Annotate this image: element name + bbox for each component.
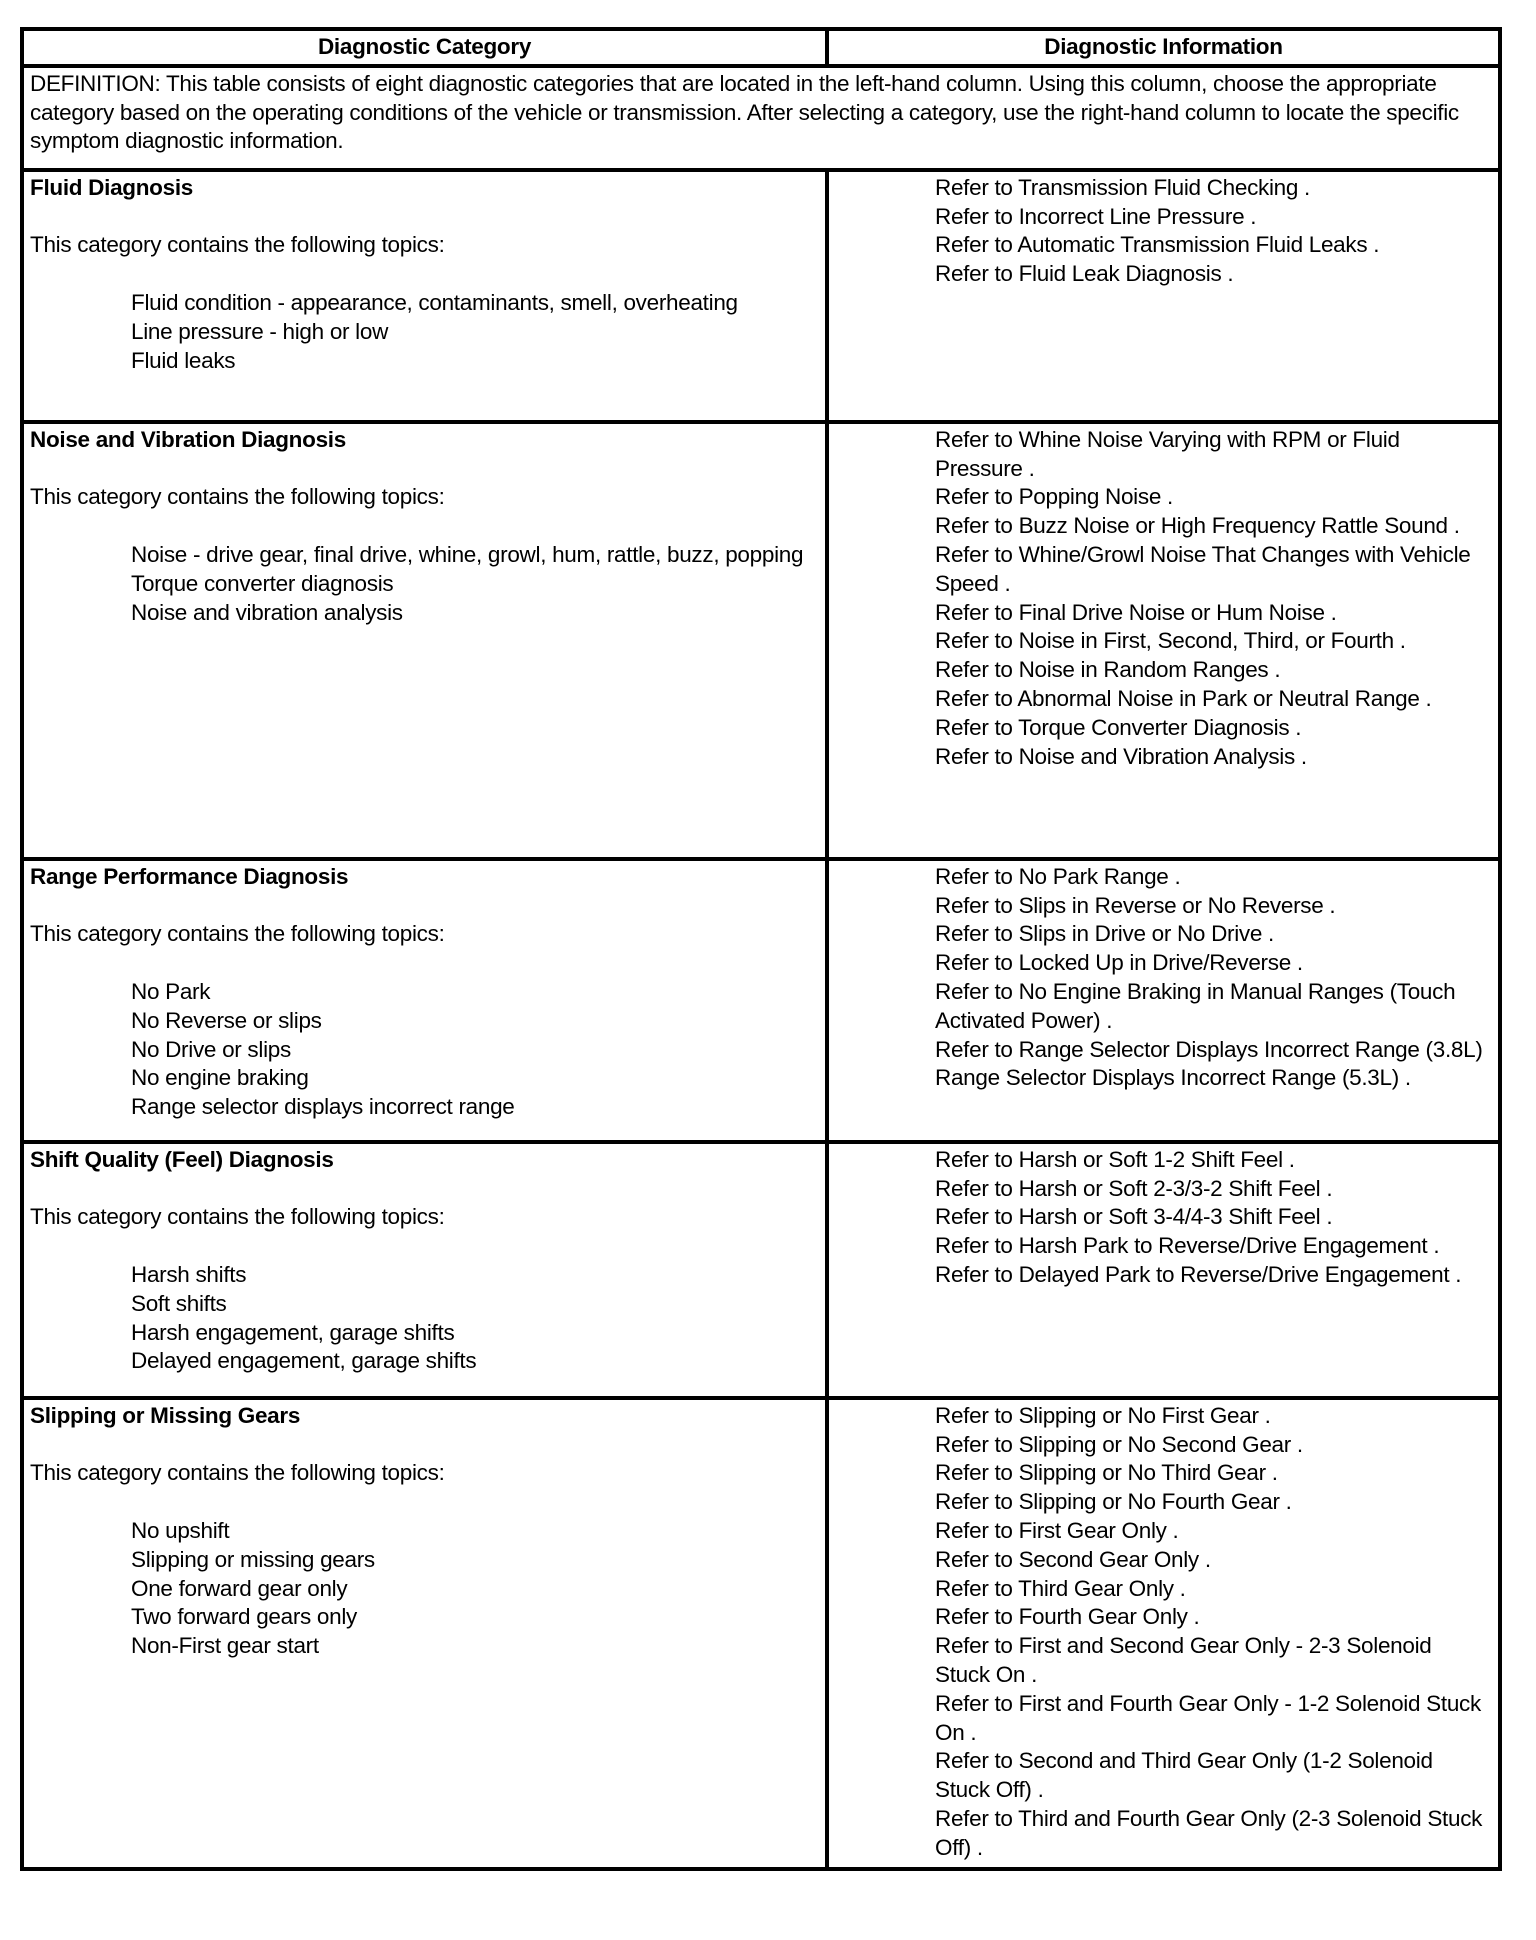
reference-link[interactable]: Refer to Buzz Noise or High Frequency Rattle Sound . (935, 513, 1460, 539)
reference-list (835, 426, 1492, 772)
reference-link[interactable]: Refer to Transmission Fluid Checking . (935, 174, 1311, 200)
reference-link[interactable]: Refer to Whine/Growl Noise That Changes with Vehicle Speed . (935, 541, 1471, 596)
reference-link[interactable]: Refer to Slipping or No Third Gear . (935, 1460, 1278, 1486)
reference-link[interactable]: Refer to Harsh Park to Reverse/Drive Engagement . (935, 1233, 1440, 1259)
category-title: Range Performance Diagnosis (30, 863, 349, 889)
reference-link[interactable]: Refer to Final Drive Noise or Hum Noise . (935, 599, 1337, 625)
reference-link[interactable]: Refer to No Engine Braking in Manual Ranges (Touch Activated Power) . (935, 978, 1456, 1033)
reference-link[interactable]: Refer to Harsh or Soft 1-2 Shift Feel . (935, 1146, 1295, 1172)
topic-item: Non-First gear start (131, 1633, 319, 1659)
topic-item: Range selector displays incorrect range (131, 1094, 515, 1120)
header-row (22, 29, 1500, 66)
reference-link[interactable]: Refer to Second and Third Gear Only (1-2 Solenoid Stuck Off) . (935, 1748, 1433, 1803)
topic-item: Line pressure - high or low (131, 318, 389, 344)
reference-link[interactable]: Refer to Harsh or Soft 3-4/4-3 Shift Feel . (935, 1204, 1333, 1230)
reference-link[interactable]: Refer to Slips in Reverse or No Reverse . (935, 892, 1336, 918)
topic-item: No engine braking (131, 1065, 309, 1091)
reference-link[interactable]: Refer to Abnormal Noise in Park or Neutral Range . (935, 685, 1432, 711)
topic-item: Harsh engagement, garage shifts (131, 1319, 455, 1345)
reference-link[interactable]: Refer to Noise in First, Second, Third, or Fourth . (935, 628, 1406, 654)
category-intro: This category contains the following topics: (30, 484, 445, 510)
header-diagnostic-information: Diagnostic Information (827, 29, 1500, 66)
definition-text: DEFINITION: This table consists of eight diagnostic categories that are located in the left-hand column. Using this column, choose the appropriate category based on the operating conditions of the vehicle or transmission. After selecting a category, use the right-hand column to locate the specific symptom diagnostic information. (22, 66, 1500, 170)
category-row (22, 859, 1500, 1142)
reference-link[interactable]: Refer to Slips in Drive or No Drive . (935, 921, 1275, 947)
topic-list (30, 1261, 819, 1376)
reference-link[interactable]: Refer to Automatic Transmission Fluid Leaks . (935, 232, 1380, 258)
reference-link[interactable]: Refer to No Park Range . (935, 863, 1181, 889)
topic-item: Two forward gears only (131, 1604, 358, 1630)
category-intro: This category contains the following topics: (30, 1460, 445, 1486)
reference-link[interactable]: Refer to Fluid Leak Diagnosis . (935, 261, 1234, 287)
category-intro: This category contains the following topics: (30, 921, 445, 947)
category-intro: This category contains the following topics: (30, 232, 445, 258)
category-cell (22, 859, 827, 1142)
category-row (22, 170, 1500, 422)
information-cell (827, 1398, 1500, 1869)
reference-link[interactable]: Refer to Fourth Gear Only . (935, 1604, 1200, 1630)
reference-link[interactable]: Refer to Third and Fourth Gear Only (2-3 Solenoid Stuck Off) . (935, 1805, 1483, 1860)
reference-link[interactable]: Refer to Noise in Random Ranges . (935, 657, 1281, 683)
category-intro: This category contains the following topics: (30, 1204, 445, 1230)
diagnostic-table (20, 27, 1502, 1871)
topic-item: Fluid leaks (131, 347, 236, 373)
reference-list (835, 863, 1492, 1093)
topic-item: Delayed engagement, garage shifts (131, 1348, 477, 1374)
category-row (22, 422, 1500, 859)
reference-link[interactable]: Refer to Incorrect Line Pressure . (935, 203, 1257, 229)
category-title: Noise and Vibration Diagnosis (30, 426, 346, 452)
reference-link[interactable]: Refer to Slipping or No First Gear . (935, 1402, 1271, 1428)
reference-link[interactable]: Refer to Slipping or No Fourth Gear . (935, 1489, 1292, 1515)
topic-item: No Reverse or slips (131, 1007, 322, 1033)
topic-item: Noise and vibration analysis (131, 599, 403, 625)
topic-item: Torque converter diagnosis (131, 570, 394, 596)
topic-item: Noise - drive gear, final drive, whine, growl, hum, rattle, buzz, popping (131, 541, 804, 567)
topic-item: No Drive or slips (131, 1036, 291, 1062)
reference-list (835, 1146, 1492, 1290)
reference-list (835, 174, 1492, 289)
category-cell (22, 422, 827, 859)
reference-list (835, 1402, 1492, 1863)
reference-link[interactable]: Refer to Harsh or Soft 2-3/3-2 Shift Feel . (935, 1175, 1333, 1201)
topic-list (30, 1517, 819, 1661)
reference-link[interactable]: Refer to Range Selector Displays Incorrect Range (3.8L) Range Selector Displays Incorrect Range (5.3L) . (935, 1036, 1483, 1091)
topic-list (30, 289, 819, 375)
topic-item: One forward gear only (131, 1575, 348, 1601)
category-title: Slipping or Missing Gears (30, 1402, 301, 1428)
information-cell (827, 859, 1500, 1142)
topic-list (30, 978, 819, 1122)
reference-link[interactable]: Refer to First and Fourth Gear Only - 1-2 Solenoid Stuck On . (935, 1690, 1481, 1745)
reference-link[interactable]: Refer to First Gear Only . (935, 1517, 1179, 1543)
reference-link[interactable]: Refer to Slipping or No Second Gear . (935, 1431, 1303, 1457)
topic-item: Slipping or missing gears (131, 1546, 375, 1572)
reference-link[interactable]: Refer to Noise and Vibration Analysis . (935, 743, 1307, 769)
information-cell (827, 422, 1500, 859)
definition-row (22, 66, 1500, 170)
topic-list (30, 541, 819, 627)
reference-link[interactable]: Refer to Third Gear Only . (935, 1575, 1186, 1601)
reference-link[interactable]: Refer to Popping Noise . (935, 484, 1173, 510)
reference-link[interactable]: Refer to Delayed Park to Reverse/Drive Engagement . (935, 1261, 1462, 1287)
category-cell (22, 1398, 827, 1869)
reference-link[interactable]: Refer to Locked Up in Drive/Reverse . (935, 950, 1303, 976)
information-cell (827, 170, 1500, 422)
reference-link[interactable]: Refer to Torque Converter Diagnosis . (935, 714, 1302, 740)
reference-link[interactable]: Refer to Second Gear Only . (935, 1546, 1211, 1572)
topic-item: Harsh shifts (131, 1261, 247, 1287)
category-title: Fluid Diagnosis (30, 174, 194, 200)
category-cell (22, 170, 827, 422)
header-diagnostic-category: Diagnostic Category (22, 29, 827, 66)
category-row (22, 1398, 1500, 1869)
topic-item: No Park (131, 978, 211, 1004)
reference-link[interactable]: Refer to First and Second Gear Only - 2-3 Solenoid Stuck On . (935, 1633, 1432, 1687)
category-title: Shift Quality (Feel) Diagnosis (30, 1146, 334, 1172)
topic-item: Soft shifts (131, 1290, 227, 1316)
topic-item: No upshift (131, 1517, 230, 1543)
category-row (22, 1142, 1500, 1398)
category-cell (22, 1142, 827, 1398)
reference-link[interactable]: Refer to Whine Noise Varying with RPM or Fluid Pressure . (935, 426, 1400, 481)
information-cell (827, 1142, 1500, 1398)
topic-item: Fluid condition - appearance, contaminants, smell, overheating (131, 289, 738, 315)
